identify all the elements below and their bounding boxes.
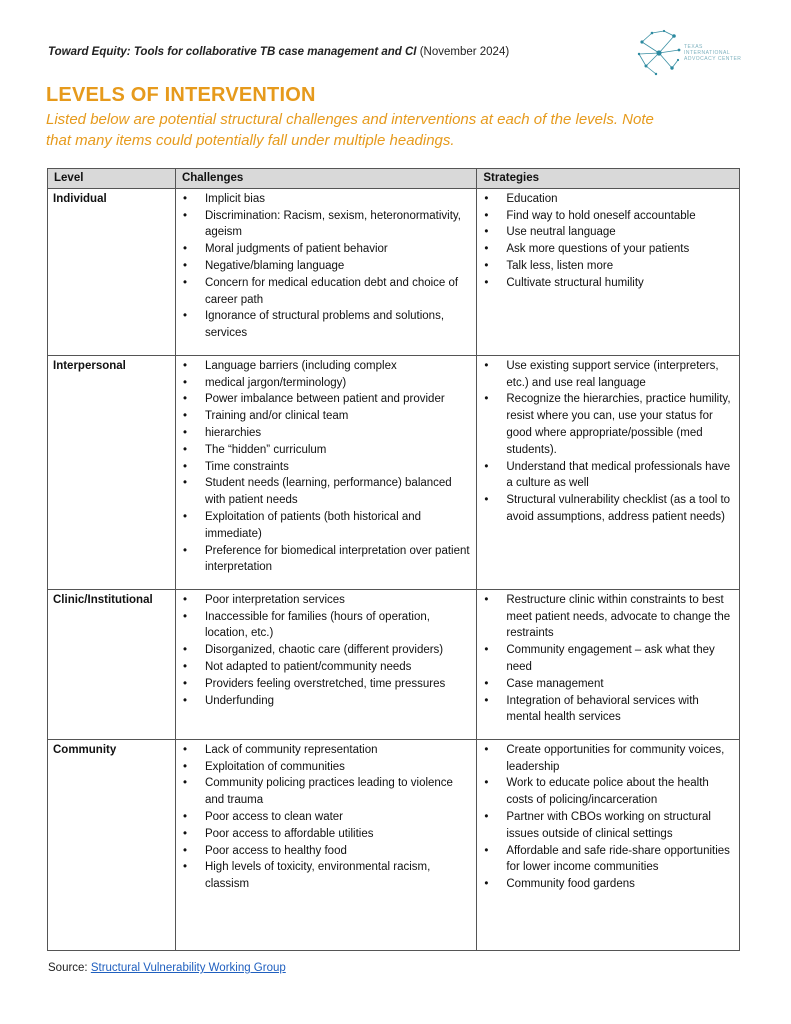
list-item: • Restructure clinic within constraints to best meet patient needs, advocate to change the restraints — [482, 592, 734, 642]
strategies-cell — [477, 188, 740, 355]
list-item: • Lack of community representation — [181, 742, 471, 759]
header-challenges: Challenges — [175, 169, 476, 189]
challenges-list — [181, 592, 471, 710]
strategies-list — [482, 592, 734, 726]
list-item: • High levels of toxicity, environmental racism, classism — [181, 859, 471, 893]
document-header — [48, 46, 509, 58]
header-strategies: Strategies — [477, 169, 740, 189]
challenges-cell — [175, 188, 476, 355]
list-item: • Language barriers (including complex — [181, 358, 471, 375]
strategies-cell — [477, 739, 740, 950]
list-item: • Community policing practices leading to violence and trauma — [181, 775, 471, 809]
list-item: • Create opportunities for community voices, leadership — [482, 742, 734, 776]
list-item: • hierarchies — [181, 425, 471, 442]
level-cell: Interpersonal — [48, 355, 176, 589]
list-item: • Structural vulnerability checklist (as a tool to avoid assumptions, address patient needs) — [482, 492, 734, 526]
list-item: • Poor interpretation services — [181, 592, 471, 609]
level-cell: Community — [48, 739, 176, 950]
list-item: • Not adapted to patient/community needs — [181, 659, 471, 676]
organization-logo — [634, 28, 744, 78]
list-item: • Concern for medical education debt and choice of career path — [181, 275, 471, 309]
list-item: • Affordable and safe ride-share opportunities for lower income communities — [482, 843, 734, 877]
challenges-list — [181, 358, 471, 576]
list-item: • Exploitation of patients (both historical and immediate) — [181, 509, 471, 543]
list-item: • Power imbalance between patient and provider — [181, 391, 471, 408]
list-item: • Recognize the hierarchies, practice humility, resist where you can, use your status for good where appropriate/possible (med students). — [482, 391, 734, 458]
list-item: • Community engagement – ask what they need — [482, 642, 734, 676]
list-item: • Poor access to healthy food — [181, 843, 471, 860]
list-item: • Cultivate structural humility — [482, 275, 734, 292]
table-row — [48, 188, 740, 355]
list-item: • The “hidden” curriculum — [181, 442, 471, 459]
list-item: • Find way to hold oneself accountable — [482, 208, 734, 225]
list-item: • Integration of behavioral services with mental health services — [482, 693, 734, 727]
list-item: • Exploitation of communities — [181, 759, 471, 776]
list-item: • Partner with CBOs working on structural issues outside of clinical settings — [482, 809, 734, 843]
network-logo-icon — [634, 28, 684, 78]
strategies-cell — [477, 589, 740, 739]
list-item: • Inaccessible for families (hours of operation, location, etc.) — [181, 609, 471, 643]
list-item: • Training and/or clinical team — [181, 408, 471, 425]
header-title: Toward Equity: Tools for collaborative TB case management and CI — [48, 46, 417, 58]
strategies-list — [482, 358, 734, 526]
challenges-list — [181, 191, 471, 342]
list-item: • Moral judgments of patient behavior — [181, 241, 471, 258]
list-item: • Implicit bias — [181, 191, 471, 208]
list-item: • Poor access to affordable utilities — [181, 826, 471, 843]
source-link[interactable]: Structural Vulnerability Working Group — [90, 962, 286, 974]
page-subtitle: Listed below are potential structural challenges and interventions at each of the levels. Note that many items could potentially fall under multiple headings. — [46, 111, 654, 149]
list-item: • Community food gardens — [482, 876, 734, 893]
challenges-list — [181, 742, 471, 893]
page-title: LEVELS OF INTERVENTION — [46, 84, 316, 106]
list-item: • Time constraints — [181, 459, 471, 476]
list-item: • Talk less, listen more — [482, 258, 734, 275]
list-item: • Discrimination: Racism, sexism, heteronormativity, ageism — [181, 208, 471, 242]
table-row — [48, 739, 740, 950]
level-cell: Clinic/Institutional — [48, 589, 176, 739]
challenges-cell — [175, 739, 476, 950]
list-item: • Education — [482, 191, 734, 208]
levels-table — [47, 168, 740, 951]
list-item: • Use neutral language — [482, 224, 734, 241]
table-row — [48, 355, 740, 589]
level-cell: Individual — [48, 188, 176, 355]
list-item: • Disorganized, chaotic care (different providers) — [181, 642, 471, 659]
list-item: • Underfunding — [181, 693, 471, 710]
list-item: • Preference for biomedical interpretation over patient interpretation — [181, 543, 471, 577]
list-item: • Negative/blaming language — [181, 258, 471, 275]
strategies-list — [482, 742, 734, 893]
list-item: • Understand that medical professionals have a culture as well — [482, 459, 734, 493]
source-line — [48, 962, 286, 974]
header-level: Level — [48, 169, 176, 189]
table-row — [48, 589, 740, 739]
challenges-cell — [175, 589, 476, 739]
list-item: • Student needs (learning, performance) balanced with patient needs — [181, 475, 471, 509]
list-item: • medical jargon/terminology) — [181, 375, 471, 392]
header-date: (November 2024) — [416, 46, 510, 58]
list-item: • Ask more questions of your patients — [482, 241, 734, 258]
challenges-cell — [175, 355, 476, 589]
list-item: • Case management — [482, 676, 734, 693]
list-item: • Poor access to clean water — [181, 809, 471, 826]
list-item: • Providers feeling overstretched, time pressures — [181, 676, 471, 693]
list-item: • Work to educate police about the health costs of policing/incarceration — [482, 775, 734, 809]
source-label: Source: — [48, 962, 91, 974]
table-header-row — [48, 169, 740, 189]
logo-text: TEXAS INTERNATIONAL ADVOCACY CENTER — [684, 44, 742, 62]
strategies-list — [482, 191, 734, 292]
strategies-cell — [477, 355, 740, 589]
list-item: • Use existing support service (interpreters, etc.) and use real language — [482, 358, 734, 392]
list-item: • Ignorance of structural problems and solutions, services — [181, 308, 471, 342]
